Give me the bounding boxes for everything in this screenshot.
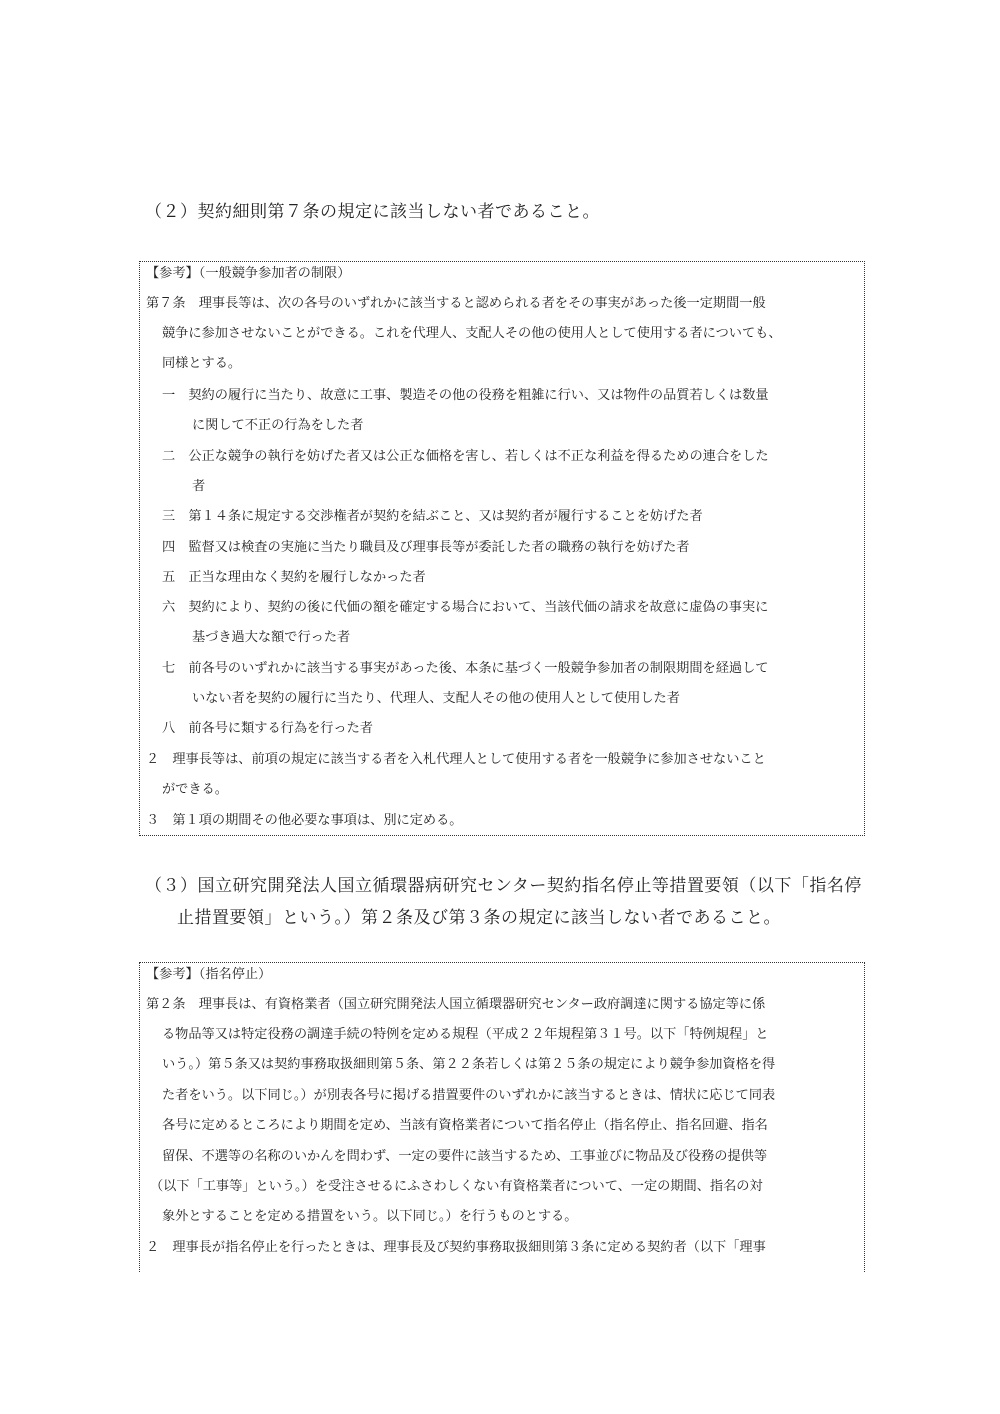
- article-2-line: た者をいう。以下同じ。）が別表各号に掲げる措置要件のいずれかに該当するときは、情状に応じて同表: [162, 1088, 776, 1103]
- article-7-item-8: 八 前各号に類する行為を行った者: [162, 721, 373, 736]
- article-7-item-2: 二 公正な競争の執行を妨げた者又は公正な価格を害し、若しくは不正な利益を得るための連合をした: [162, 449, 769, 464]
- article-7-paragraph-2: ２ 理事長等は、前項の規定に該当する者を入札代理人として使用する者を一般競争に参加させないこと: [146, 752, 766, 767]
- article-7-item-7: 七 前各号のいずれかに該当する事実があった後、本条に基づく一般競争参加者の制限期間を経過して: [162, 661, 769, 676]
- section-3-heading: [145, 870, 865, 934]
- reference-box-article-7: [139, 261, 865, 836]
- article-7-item-4: 四 監督又は検査の実施に当たり職員及び理事長等が委託した者の職務の執行を妨げた者: [162, 540, 690, 555]
- article-7-item-2-cont: 者: [192, 479, 206, 494]
- section-2-heading: [145, 196, 865, 228]
- article-2-line: 象外とすることを定める措置をいう。以下同じ。）を行うものとする。: [162, 1209, 578, 1224]
- article-7-line: 競争に参加させないことができる。これを代理人、支配人その他の使用人として使用する者についても、: [162, 326, 782, 341]
- article-2-paragraph-2: ２ 理事長が指名停止を行ったときは、理事長及び契約事務取扱細則第３条に定める契約者（以下「理事: [146, 1240, 766, 1255]
- article-2-line: （以下「工事等」という。）を受注させるにふさわしくない有資格業者について、一定の期間、指名の対: [150, 1179, 763, 1194]
- article-2-line: 各号に定めるところにより期間を定め、当該有資格業者について指名停止（指名停止、指名回避、指名: [162, 1118, 768, 1133]
- section-3-heading-line-1: （３）国立研究開発法人国立循環器病研究センター契約指名停止等措置要領（以下「指名停: [145, 876, 862, 896]
- article-7-paragraph-3: ３ 第１項の期間その他必要な事項は、別に定める。: [146, 813, 463, 828]
- article-7-line: 第７条 理事長等は、次の各号のいずれかに該当すると認められる者をその事実があった後一定期間一般: [146, 296, 766, 311]
- article-7-item-6: 六 契約により、契約の後に代価の額を確定する場合において、当該代価の請求を故意に虚偽の事実に: [162, 600, 769, 615]
- article-7-item-5: 五 正当な理由なく契約を履行しなかった者: [162, 570, 426, 585]
- article-2-line: いう。）第５条又は契約事務取扱細則第５条、第２２条若しくは第２５条の規定により競争参加資格を得: [162, 1057, 776, 1072]
- article-2-line: る物品等又は特定役務の調達手続の特例を定める規程（平成２２年規程第３１号。以下「特例規程」と: [162, 1027, 769, 1042]
- reference-label: 【参考】（一般競争参加者の制限）: [146, 266, 351, 281]
- article-7-item-1-cont: に関して不正の行為をした者: [192, 418, 364, 433]
- article-7-item-6-cont: 基づき過大な額で行った者: [192, 630, 351, 645]
- reference-box-article-2: [139, 962, 865, 1272]
- article-2-line: 留保、不選等の名称のいかんを問わず、一定の要件に該当するため、工事並びに物品及び役務の提供等: [162, 1149, 768, 1164]
- section-3-heading-line-2: 止措置要領」という。）第２条及び第３条の規定に該当しない者であること。: [177, 908, 781, 928]
- article-7-item-7-cont: いない者を契約の履行に当たり、代理人、支配人その他の使用人として使用した者: [192, 691, 680, 706]
- article-7-item-1: 一 契約の履行に当たり、故意に工事、製造その他の役務を粗雑に行い、又は物件の品質若しくは数量: [162, 388, 769, 403]
- reference-label: 【参考】（指名停止）: [146, 967, 272, 982]
- section-2-heading-text: （２）契約細則第７条の規定に該当しない者であること。: [145, 202, 600, 222]
- article-7-paragraph-2-cont: ができる。: [162, 782, 228, 797]
- article-7-item-3: 三 第１４条に規定する交渉権者が契約を結ぶこと、又は契約者が履行することを妨げた者: [162, 509, 703, 524]
- article-2-line: 第２条 理事長は、有資格業者（国立研究開発法人国立循環器研究センター政府調達に関する協定等に係: [146, 997, 766, 1012]
- article-7-line: 同様とする。: [162, 356, 242, 371]
